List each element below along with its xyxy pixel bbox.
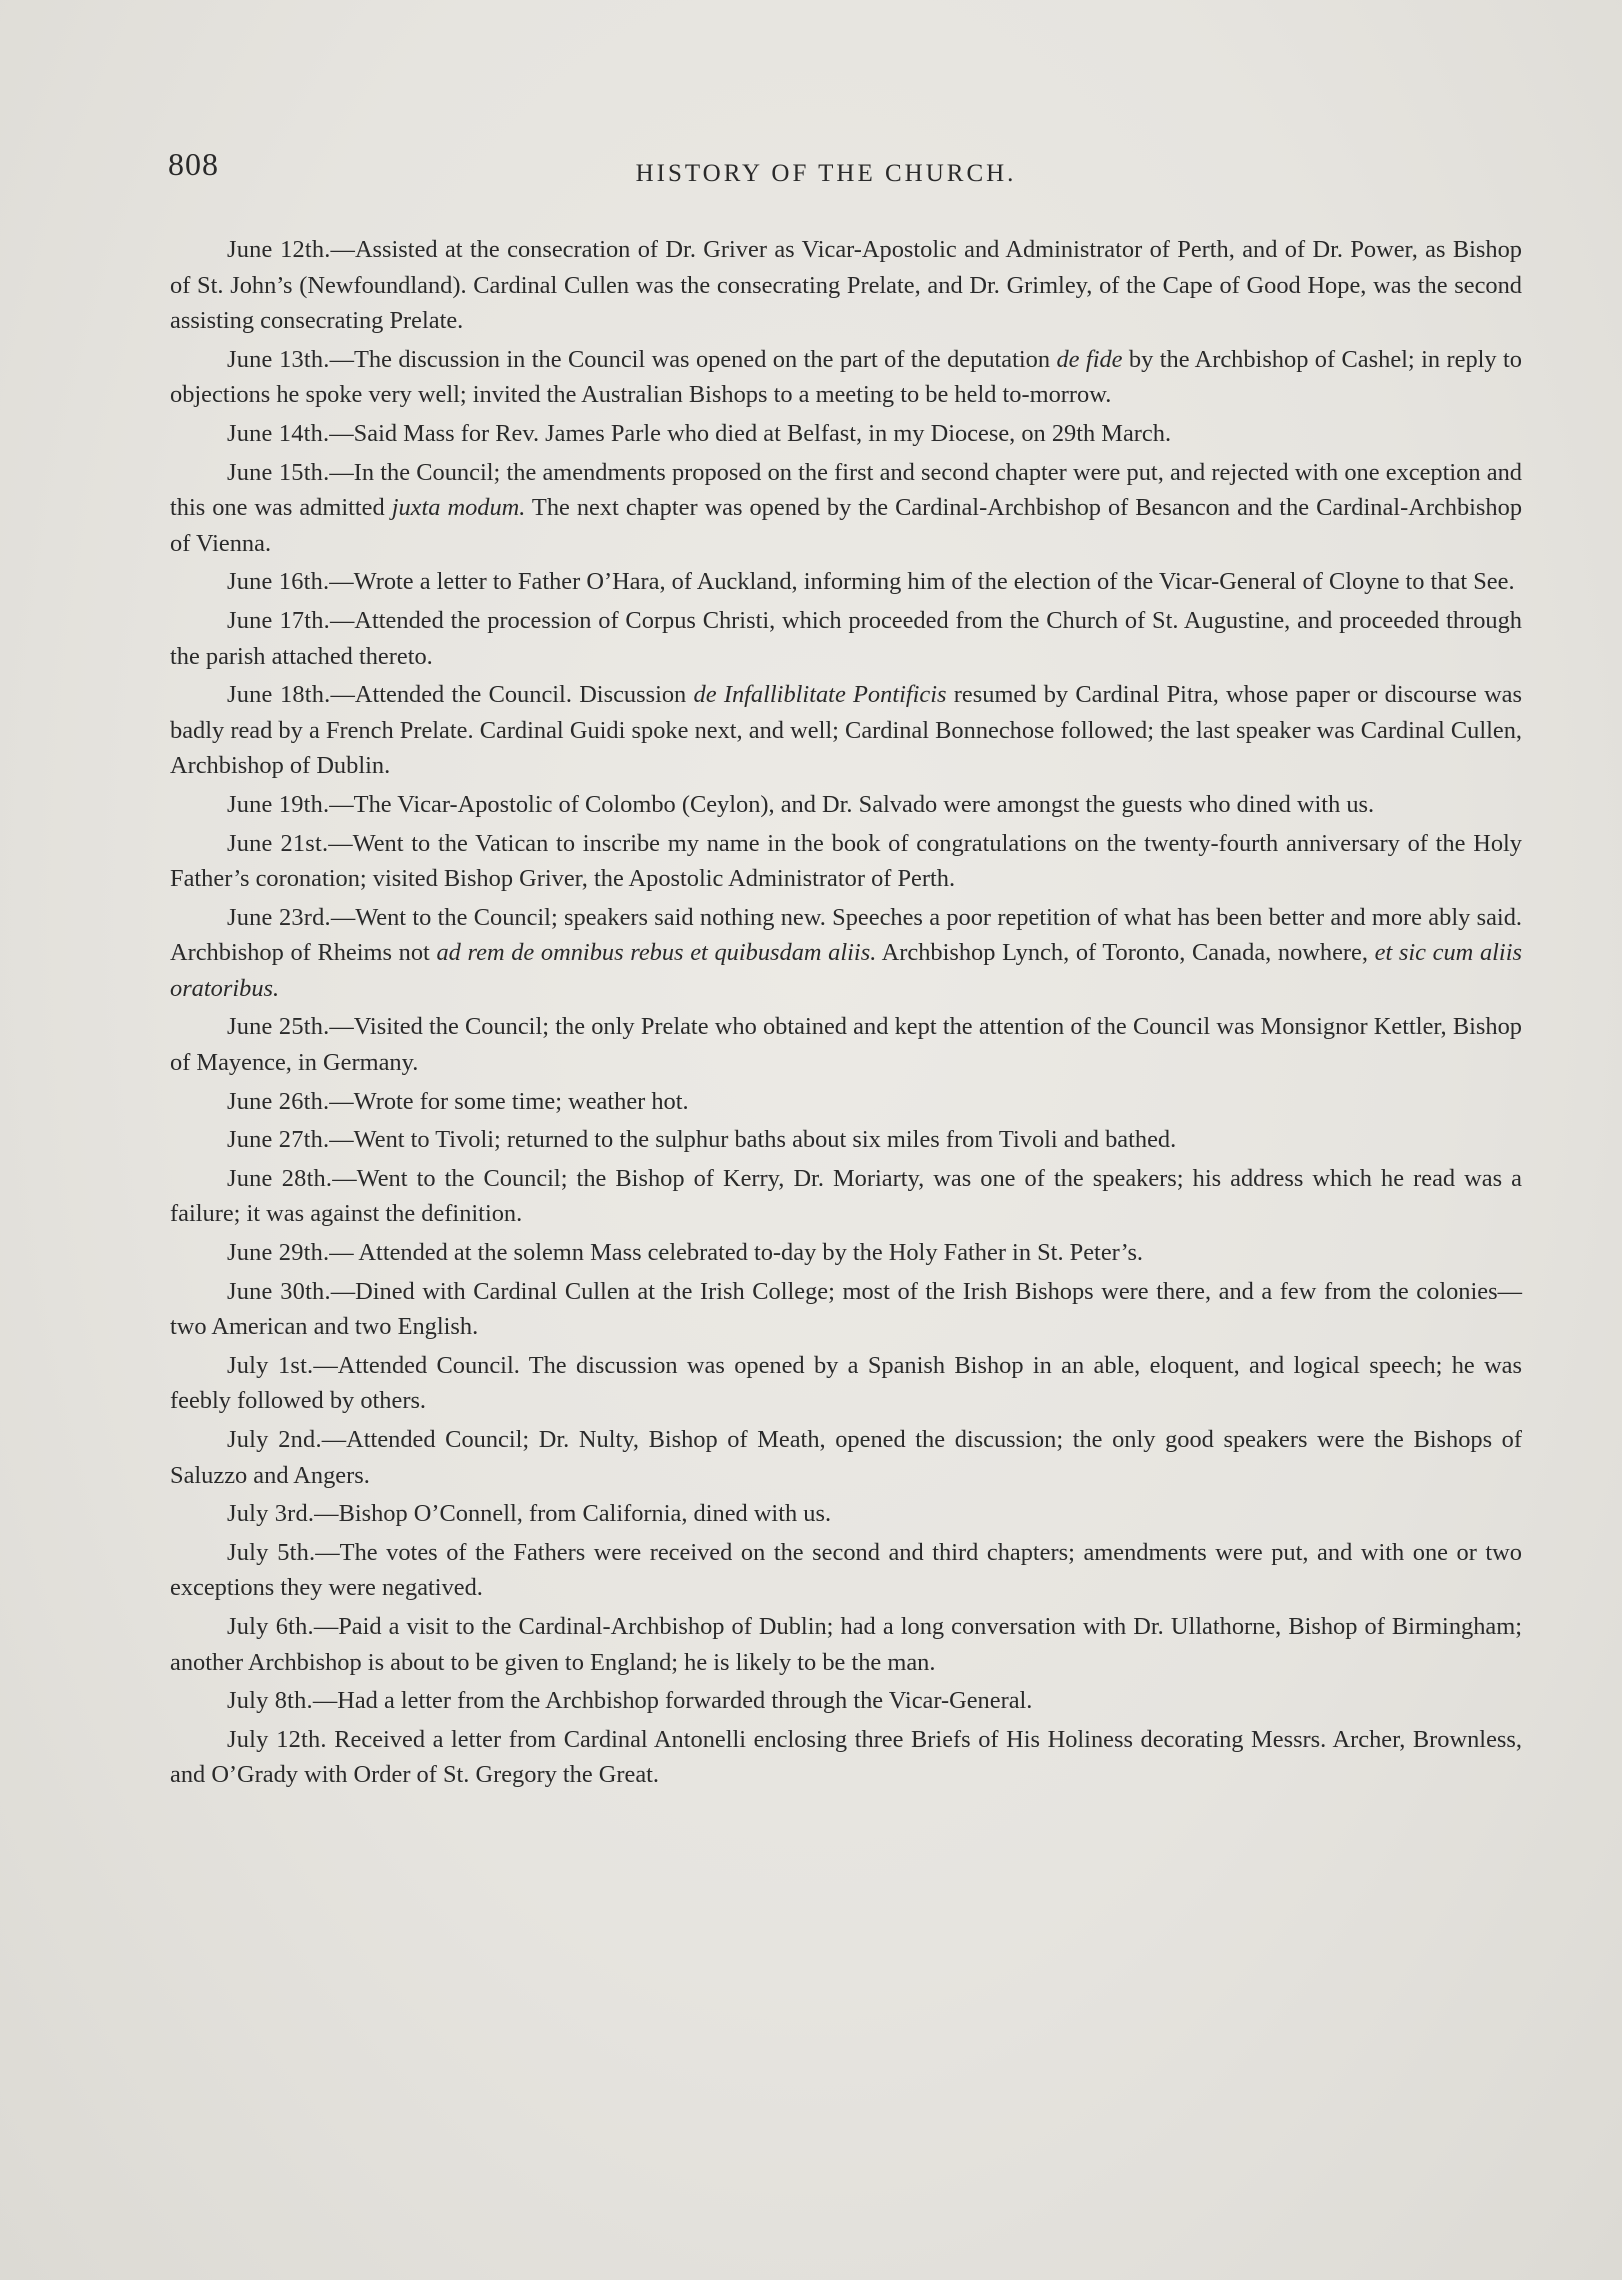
entry-june-17 — [170, 603, 1522, 674]
entry-text: —Had a letter from the Archbishop forwarded through the Vicar-General. — [312, 1687, 1033, 1715]
entry-date: June 17th. — [227, 606, 330, 634]
entry-date: June 15th. — [227, 458, 330, 486]
entry-june-14 — [170, 416, 1522, 452]
entry-date: July 6th. — [227, 1612, 314, 1640]
entry-text: —In the Council; the amendments proposed on the first and second chapter were put, and rejected with one exception and this one was admitted — [170, 458, 1522, 522]
entry-july-1 — [170, 1348, 1522, 1419]
entry-june-13 — [170, 342, 1522, 413]
entry-june-23 — [170, 900, 1522, 1007]
entry-text: —Dined with Cardinal Cullen at the Irish College; most of the Irish Bishops were there, and a few from the colonies—two American and two English. — [170, 1277, 1522, 1341]
entry-text: —The votes of the Fathers were received on the second and third chapters; amendments were put, and with one or two exceptions they were negatived. — [170, 1538, 1522, 1602]
entry-text: —Went to the Council; the Bishop of Kerry, Dr. Moriarty, was one of the speakers; his address which he read was a failure; it was against the definition. — [170, 1164, 1522, 1228]
entry-june-16 — [170, 564, 1522, 600]
entry-date: June 23rd. — [227, 903, 331, 931]
entry-text: Received a letter from Cardinal Antonelli enclosing three Briefs of His Holiness decorating Messrs. Archer, Brownless, and O’Grady with Order of St. Gregory the Great. — [170, 1725, 1522, 1789]
entry-july-8 — [170, 1683, 1522, 1719]
entry-text: —Said Mass for Rev. James Parle who died at Belfast, in my Diocese, on 29th March. — [329, 419, 1172, 447]
entry-date: July 5th. — [227, 1538, 316, 1566]
entry-date: July 1st. — [227, 1351, 314, 1379]
entry-text: —Visited the Council; the only Prelate who obtained and kept the attention of the Council was Monsignor Kettler, Bishop of Mayence, in Germany. — [170, 1013, 1522, 1077]
entry-june-29 — [170, 1235, 1522, 1271]
entry-july-3 — [170, 1496, 1522, 1532]
entry-italic-phrase: de Infalliblitate Pontificis — [693, 681, 947, 709]
entry-text: —Wrote for some time; weather hot. — [329, 1087, 689, 1115]
entry-text: —Attended the Council. Discussion — [330, 681, 694, 709]
entry-date: June 27th. — [227, 1126, 330, 1154]
entry-july-2 — [170, 1422, 1522, 1493]
entry-date: June 13th. — [227, 345, 330, 373]
entry-date: June 28th. — [227, 1164, 333, 1192]
entry-text: — Attended at the solemn Mass celebrated to-day by the Holy Father in St. Peter’s. — [329, 1239, 1144, 1267]
entry-date: June 26th. — [227, 1087, 330, 1115]
page-number: 808 — [168, 146, 219, 182]
entry-date: July 8th. — [227, 1687, 313, 1715]
entry-text: —Assisted at the consecration of Dr. Griver as Vicar-Apostolic and Administrator of Perth, and of Dr. Power, as Bishop of St. John’s (Newfoundland). Cardinal Cullen was the consecrating Prelate, and Dr. Grimley, of the Cape of Good Hope, was the second assisting consecrating Prelate. — [170, 236, 1522, 335]
entry-text: —Attended the procession of Corpus Christi, which proceeded from the Church of St. Augustine, and proceeded through the parish attached thereto. — [170, 606, 1522, 670]
entry-text: —Attended Council. The discussion was opened by a Spanish Bishop in an able, eloquent, and logical speech; he was feebly followed by others. — [170, 1351, 1522, 1415]
entry-text: —Bishop O’Connell, from California, dined with us. — [314, 1500, 832, 1528]
entry-text: —Went to the Vatican to inscribe my name in the book of congratulations on the twenty-fourth anniversary of the Holy Father’s coronation; visited Bishop Griver, the Apostolic Administrator of Perth. — [170, 829, 1523, 893]
entry-date: June 18th. — [227, 681, 331, 709]
entry-june-19 — [170, 787, 1522, 823]
entry-italic-phrase: juxta modum. — [391, 494, 526, 522]
entry-date: June 16th. — [227, 568, 330, 596]
entry-date: June 21st. — [227, 829, 329, 857]
entry-date: July 2nd. — [227, 1426, 322, 1453]
entry-date: July 12th. — [227, 1725, 327, 1753]
entry-june-30 — [170, 1274, 1522, 1345]
entry-june-26 — [170, 1084, 1522, 1120]
entry-june-25 — [170, 1009, 1522, 1080]
entry-text: —Paid a visit to the Cardinal-Archbishop of Dublin; had a long conversation with Dr. Ullathorne, Bishop of Birmingham; another Archbishop is about to be given to England; he is likely to be the man. — [170, 1612, 1522, 1676]
entry-text: —Attended Council; Dr. Nulty, Bishop of Meath, opened the discussion; the only good speakers were the Bishops of Saluzzo and Angers. — [170, 1426, 1523, 1489]
diary-entries — [170, 232, 1522, 1796]
entry-text: —Went to Tivoli; returned to the sulphur baths about six miles from Tivoli and bathed. — [329, 1126, 1177, 1154]
entry-text: —The discussion in the Council was opened on the part of the deputation — [329, 345, 1057, 373]
entry-june-28 — [170, 1161, 1522, 1232]
entry-date: June 14th. — [227, 419, 330, 447]
entry-july-5 — [170, 1535, 1522, 1606]
entry-june-27 — [170, 1122, 1522, 1158]
entry-text: by the Archbishop of Cashel; in reply to objections he spoke very well; invited the Australian Bishops to a meeting to be held to-morrow. — [170, 345, 1522, 409]
entry-date: July 3rd. — [227, 1500, 315, 1528]
entry-june-21 — [170, 826, 1522, 897]
entry-text: —Wrote a letter to Father O’Hara, of Auckland, informing him of the election of the Vicar-General of Cloyne to that See. — [329, 568, 1515, 596]
entry-june-15 — [170, 455, 1522, 562]
entry-date: June 12th. — [227, 236, 331, 263]
entry-text: Archbishop Lynch, of Toronto, Canada, nowhere, — [876, 939, 1375, 967]
entry-text: —The Vicar-Apostolic of Colombo (Ceylon), and Dr. Salvado were amongst the guests who dined with us. — [329, 790, 1375, 818]
entry-date: June 30th. — [227, 1277, 331, 1305]
entry-text: resumed by Cardinal Pitra, whose paper or discourse was badly read by a French Prelate. Cardinal Guidi spoke next, and well; Cardinal Bonnechose followed; the last speaker was Cardinal Cullen, Archbishop of Dublin. — [170, 681, 1522, 780]
entry-italic-phrase: et sic cum aliis oratoribus. — [170, 939, 1522, 1002]
entry-italic-phrase: de fide — [1056, 345, 1123, 373]
entry-date: June 25th. — [227, 1013, 330, 1041]
entry-july-12 — [170, 1722, 1522, 1793]
entry-july-6 — [170, 1609, 1522, 1680]
entry-june-12 — [170, 232, 1522, 339]
entry-text: —Went to the Council; speakers said nothing new. Speeches a poor repetition of what has been better and more ably said. Archbishop of Rheims not — [170, 903, 1522, 967]
entry-italic-phrase: ad rem de omnibus rebus et quibusdam aliis. — [436, 939, 877, 967]
entry-june-18 — [170, 677, 1522, 784]
entry-date: June 19th. — [227, 790, 330, 818]
entry-text: The next chapter was opened by the Cardinal-Archbishop of Besancon and the Cardinal-Archbishop of Vienna. — [170, 494, 1523, 557]
entry-date: June 29th. — [227, 1239, 330, 1267]
running-head: HISTORY OF THE CHURCH. — [635, 160, 1017, 187]
